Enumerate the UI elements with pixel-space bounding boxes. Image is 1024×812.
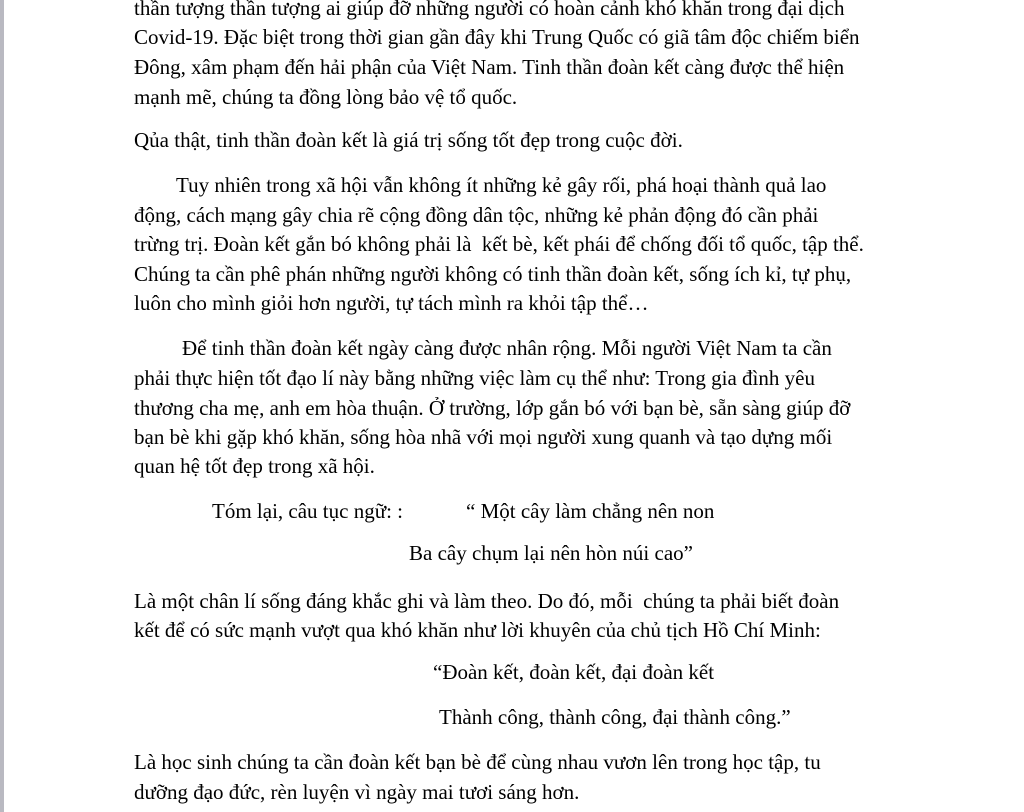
paragraph-6-line-1: Là học sinh chúng ta cần đoàn kết bạn bè để cùng nhau vươn lên trong học tập, tu	[134, 750, 821, 774]
paragraph-1-line-2: Covid-19. Đặc biệt trong thời gian gần đây khi Trung Quốc có giã tâm độc chiếm biển	[134, 25, 860, 49]
paragraph-6-line-2: dưỡng đạo đức, rèn luyện vì ngày mai tươi sáng hơn.	[134, 780, 580, 804]
paragraph-3-line-5: luôn cho mình giỏi hơn người, tự tách mình ra khỏi tập thể…	[134, 291, 649, 315]
page-left-edge	[0, 0, 4, 812]
proverb-line-1: “ Một cây làm chẳng nên non	[466, 499, 715, 523]
paragraph-4-line-2: phải thực hiện tốt đạo lí này bằng những việc làm cụ thể như: Trong gia đình yêu	[134, 366, 815, 390]
paragraph-4-line-5: quan hệ tốt đẹp trong xã hội.	[134, 454, 375, 478]
paragraph-5-line-2: kết để có sức mạnh vượt qua khó khăn như lời khuyên của chủ tịch Hồ Chí Minh:	[134, 618, 821, 642]
paragraph-3-line-1: Tuy nhiên trong xã hội vẫn không ít những kẻ gây rối, phá hoại thành quả lao	[176, 173, 827, 197]
paragraph-1-line-1: thần tượng thần tượng ai giúp đỡ những người có hoàn cảnh khó khăn trong đại dịch	[134, 0, 845, 20]
paragraph-4-line-4: bạn bè khi gặp khó khăn, sống hòa nhã với mọi người xung quanh và tạo dựng mối	[134, 425, 833, 449]
paragraph-5-line-1: Là một chân lí sống đáng khắc ghi và làm theo. Do đó, mỗi chúng ta phải biết đoàn	[134, 589, 840, 613]
proverb-intro: Tóm lại, câu tục ngữ: :	[212, 499, 403, 523]
paragraph-1-line-3: Đông, xâm phạm đến hải phận của Việt Nam. Tinh thần đoàn kết càng được thể hiện	[134, 55, 845, 79]
paragraph-3-line-4: Chúng ta cần phê phán những người không có tinh thần đoàn kết, sống ích kỉ, tự phụ,	[134, 262, 852, 286]
quote-line-2: Thành công, thành công, đại thành công.”	[439, 705, 791, 729]
paragraph-2-line-1: Qủa thật, tinh thần đoàn kết là giá trị sống tốt đẹp trong cuộc đời.	[134, 128, 683, 152]
paragraph-1-line-4: mạnh mẽ, chúng ta đồng lòng bảo vệ tổ quốc.	[134, 85, 518, 109]
paragraph-4-line-3: thương cha mẹ, anh em hòa thuận. Ở trường, lớp gắn bó với bạn bè, sẵn sàng giúp đỡ	[134, 396, 851, 420]
paragraph-3-line-3: trừng trị. Đoàn kết gắn bó không phải là kết bè, kết phái để chống đối tổ quốc, tập thể.	[134, 232, 864, 256]
paragraph-3-line-2: động, cách mạng gây chia rẽ cộng đồng dân tộc, những kẻ phản động đó cần phải	[134, 203, 819, 227]
proverb-line-2: Ba cây chụm lại nên hòn núi cao”	[409, 541, 693, 565]
quote-line-1: “Đoàn kết, đoàn kết, đại đoàn kết	[433, 660, 715, 684]
paragraph-4-line-1: Để tinh thần đoàn kết ngày càng được nhân rộng. Mỗi người Việt Nam ta cần	[182, 336, 832, 360]
